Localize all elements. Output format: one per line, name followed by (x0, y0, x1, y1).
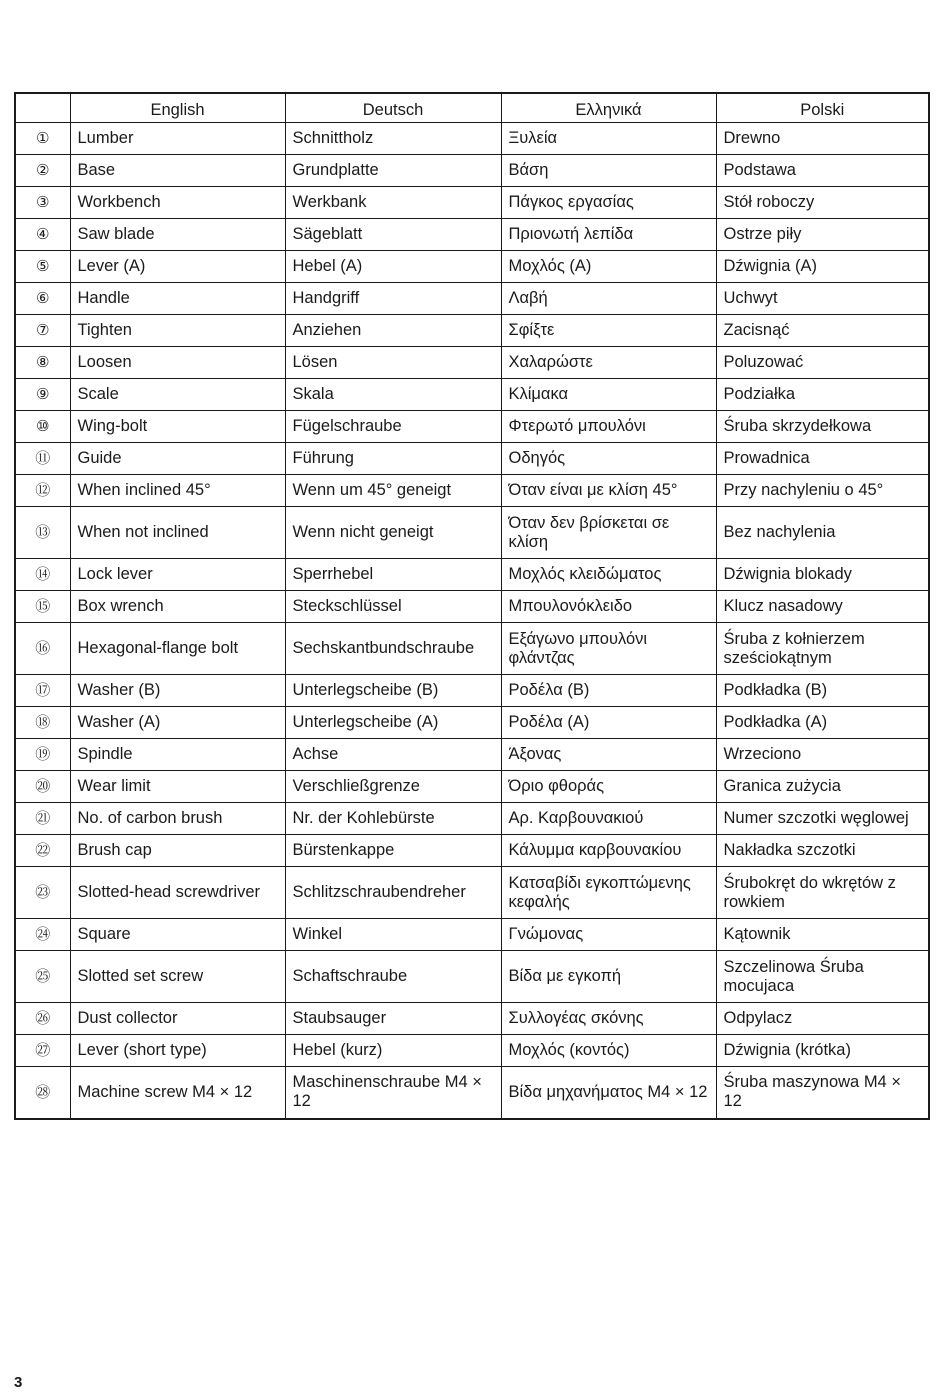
term-english: Spindle (70, 739, 285, 771)
part-number: ㉗ (15, 1035, 70, 1067)
term-greek: Γνώμονας (501, 919, 716, 951)
part-number: ④ (15, 219, 70, 251)
part-number: ⑨ (15, 379, 70, 411)
term-polski: Zacisnąć (716, 315, 929, 347)
term-polski: Śrubokręt do wkrętów z rowkiem (716, 867, 929, 919)
term-polski: Podziałka (716, 379, 929, 411)
table-row (15, 1003, 929, 1035)
part-number: ㉒ (15, 835, 70, 867)
part-number: ㉕ (15, 951, 70, 1003)
part-number: ⑤ (15, 251, 70, 283)
term-polski: Podkładka (A) (716, 707, 929, 739)
term-polski: Odpylacz (716, 1003, 929, 1035)
term-english: Square (70, 919, 285, 951)
table-row (15, 443, 929, 475)
table-row (15, 867, 929, 919)
table-row (15, 1067, 929, 1119)
term-english: Dust collector (70, 1003, 285, 1035)
term-deutsch: Grundplatte (285, 155, 501, 187)
term-english: Lumber (70, 123, 285, 155)
term-english: Lever (A) (70, 251, 285, 283)
term-polski: Bez nachylenia (716, 507, 929, 559)
term-english: Saw blade (70, 219, 285, 251)
term-greek: Βίδα με εγκοπή (501, 951, 716, 1003)
table-row (15, 919, 929, 951)
term-greek: Χαλαρώστε (501, 347, 716, 379)
term-deutsch: Schlitzschraubendreher (285, 867, 501, 919)
term-greek: Κατσαβίδι εγκοπτώμενης κεφαλής (501, 867, 716, 919)
term-deutsch: Führung (285, 443, 501, 475)
term-greek: Ροδέλα (A) (501, 707, 716, 739)
page-number: 3 (14, 1374, 23, 1391)
term-polski: Ostrze piły (716, 219, 929, 251)
term-deutsch: Nr. der Kohlebürste (285, 803, 501, 835)
table-body (15, 123, 929, 1119)
header-deutsch: Deutsch (285, 93, 501, 123)
term-polski: Podstawa (716, 155, 929, 187)
term-greek: Ροδέλα (B) (501, 675, 716, 707)
table-row (15, 507, 929, 559)
term-deutsch: Verschließgrenze (285, 771, 501, 803)
term-greek: Σφίξτε (501, 315, 716, 347)
term-english: Workbench (70, 187, 285, 219)
term-greek: Βίδα μηχανήματος M4 × 12 (501, 1067, 716, 1119)
term-deutsch: Hebel (A) (285, 251, 501, 283)
table-row (15, 187, 929, 219)
table-row (15, 155, 929, 187)
term-deutsch: Wenn um 45° geneigt (285, 475, 501, 507)
part-number: ⑫ (15, 475, 70, 507)
term-polski: Dźwignia (krótka) (716, 1035, 929, 1067)
term-polski: Wrzeciono (716, 739, 929, 771)
header-polski: Polski (716, 93, 929, 123)
parts-glossary-table (14, 92, 930, 1120)
term-polski: Prowadnica (716, 443, 929, 475)
part-number: ⑭ (15, 559, 70, 591)
term-english: When inclined 45° (70, 475, 285, 507)
part-number: ⑳ (15, 771, 70, 803)
table-row (15, 591, 929, 623)
table-row (15, 123, 929, 155)
part-number: ⑪ (15, 443, 70, 475)
term-deutsch: Steckschlüssel (285, 591, 501, 623)
term-deutsch: Handgriff (285, 283, 501, 315)
term-polski: Numer szczotki węglowej (716, 803, 929, 835)
part-number: ㉓ (15, 867, 70, 919)
term-greek: Όταν δεν βρίσκεται σε κλίση (501, 507, 716, 559)
table-row (15, 623, 929, 675)
term-greek: Πάγκος εργασίας (501, 187, 716, 219)
table-row (15, 283, 929, 315)
header-number (15, 93, 70, 123)
table-row (15, 315, 929, 347)
term-polski: Nakładka szczotki (716, 835, 929, 867)
term-greek: Πριονωτή λεπίδα (501, 219, 716, 251)
term-polski: Śruba maszynowa M4 × 12 (716, 1067, 929, 1119)
term-deutsch: Werkbank (285, 187, 501, 219)
term-english: Base (70, 155, 285, 187)
part-number: ① (15, 123, 70, 155)
term-deutsch: Schnittholz (285, 123, 501, 155)
term-polski: Podkładka (B) (716, 675, 929, 707)
term-english: Wear limit (70, 771, 285, 803)
term-polski: Dźwignia blokady (716, 559, 929, 591)
term-greek: Εξάγωνο μπουλόνι φλάντζας (501, 623, 716, 675)
term-polski: Szczelinowa Śruba mocujaca (716, 951, 929, 1003)
term-greek: Μοχλός (κοντός) (501, 1035, 716, 1067)
term-english: Slotted set screw (70, 951, 285, 1003)
term-greek: Οδηγός (501, 443, 716, 475)
part-number: ㉔ (15, 919, 70, 951)
term-english: Washer (A) (70, 707, 285, 739)
term-polski: Stół roboczy (716, 187, 929, 219)
term-deutsch: Staubsauger (285, 1003, 501, 1035)
table-row (15, 347, 929, 379)
term-english: Brush cap (70, 835, 285, 867)
term-english: Handle (70, 283, 285, 315)
term-deutsch: Skala (285, 379, 501, 411)
term-english: Loosen (70, 347, 285, 379)
table-row (15, 219, 929, 251)
term-deutsch: Winkel (285, 919, 501, 951)
term-polski: Poluzować (716, 347, 929, 379)
term-polski: Kątownik (716, 919, 929, 951)
term-deutsch: Maschinenschraube M4 × 12 (285, 1067, 501, 1119)
table-row (15, 475, 929, 507)
header-english: English (70, 93, 285, 123)
term-deutsch: Unterlegscheibe (B) (285, 675, 501, 707)
term-deutsch: Hebel (kurz) (285, 1035, 501, 1067)
term-english: Guide (70, 443, 285, 475)
term-deutsch: Anziehen (285, 315, 501, 347)
term-greek: Κλίμακα (501, 379, 716, 411)
table-row (15, 1035, 929, 1067)
term-english: Wing-bolt (70, 411, 285, 443)
table-row (15, 707, 929, 739)
table-row (15, 251, 929, 283)
term-deutsch: Achse (285, 739, 501, 771)
header-greek: Ελληνικά (501, 93, 716, 123)
table-row (15, 379, 929, 411)
term-deutsch: Unterlegscheibe (A) (285, 707, 501, 739)
part-number: ⑦ (15, 315, 70, 347)
part-number: ⑲ (15, 739, 70, 771)
term-polski: Śruba z kołnierzem sześciokątnym (716, 623, 929, 675)
table-row (15, 675, 929, 707)
term-polski: Śruba skrzydełkowa (716, 411, 929, 443)
term-english: When not inclined (70, 507, 285, 559)
term-deutsch: Fügelschraube (285, 411, 501, 443)
term-english: Tighten (70, 315, 285, 347)
term-english: Box wrench (70, 591, 285, 623)
term-deutsch: Schaftschraube (285, 951, 501, 1003)
part-number: ⑧ (15, 347, 70, 379)
term-english: Machine screw M4 × 12 (70, 1067, 285, 1119)
term-polski: Klucz nasadowy (716, 591, 929, 623)
term-deutsch: Lösen (285, 347, 501, 379)
part-number: ⑱ (15, 707, 70, 739)
table-row (15, 803, 929, 835)
table-row (15, 835, 929, 867)
term-greek: Αρ. Καρβουνακιού (501, 803, 716, 835)
term-english: Washer (B) (70, 675, 285, 707)
part-number: ⑥ (15, 283, 70, 315)
term-deutsch: Bürstenkappe (285, 835, 501, 867)
part-number: ⑰ (15, 675, 70, 707)
part-number: ⑩ (15, 411, 70, 443)
term-greek: Κάλυμμα καρβουνακίου (501, 835, 716, 867)
table-row (15, 771, 929, 803)
part-number: ③ (15, 187, 70, 219)
term-english: Hexagonal-flange bolt (70, 623, 285, 675)
term-greek: Βάση (501, 155, 716, 187)
part-number: ② (15, 155, 70, 187)
term-polski: Uchwyt (716, 283, 929, 315)
part-number: ⑮ (15, 591, 70, 623)
term-english: No. of carbon brush (70, 803, 285, 835)
term-deutsch: Wenn nicht geneigt (285, 507, 501, 559)
term-polski: Dźwignia (A) (716, 251, 929, 283)
term-greek: Συλλογέας σκόνης (501, 1003, 716, 1035)
term-greek: Λαβή (501, 283, 716, 315)
term-english: Slotted-head screwdriver (70, 867, 285, 919)
term-deutsch: Sechskantbundschraube (285, 623, 501, 675)
term-deutsch: Sperrhebel (285, 559, 501, 591)
term-greek: Μοχλός (A) (501, 251, 716, 283)
term-greek: Μοχλός κλειδώματος (501, 559, 716, 591)
part-number: ⑬ (15, 507, 70, 559)
term-greek: Μπουλονόκλειδο (501, 591, 716, 623)
term-english: Lock lever (70, 559, 285, 591)
term-greek: Άξονας (501, 739, 716, 771)
term-polski: Granica zużycia (716, 771, 929, 803)
part-number: ㉖ (15, 1003, 70, 1035)
table-header-row (15, 93, 929, 123)
term-greek: Όριο φθοράς (501, 771, 716, 803)
term-polski: Przy nachyleniu o 45° (716, 475, 929, 507)
table-row (15, 411, 929, 443)
term-english: Lever (short type) (70, 1035, 285, 1067)
part-number: ⑯ (15, 623, 70, 675)
part-number: ㉘ (15, 1067, 70, 1119)
term-greek: Φτερωτό μπουλόνι (501, 411, 716, 443)
term-english: Scale (70, 379, 285, 411)
term-deutsch: Sägeblatt (285, 219, 501, 251)
table-row (15, 951, 929, 1003)
table-row (15, 739, 929, 771)
term-polski: Drewno (716, 123, 929, 155)
term-greek: Όταν είναι με κλίση 45° (501, 475, 716, 507)
term-greek: Ξυλεία (501, 123, 716, 155)
part-number: ㉑ (15, 803, 70, 835)
table-row (15, 559, 929, 591)
